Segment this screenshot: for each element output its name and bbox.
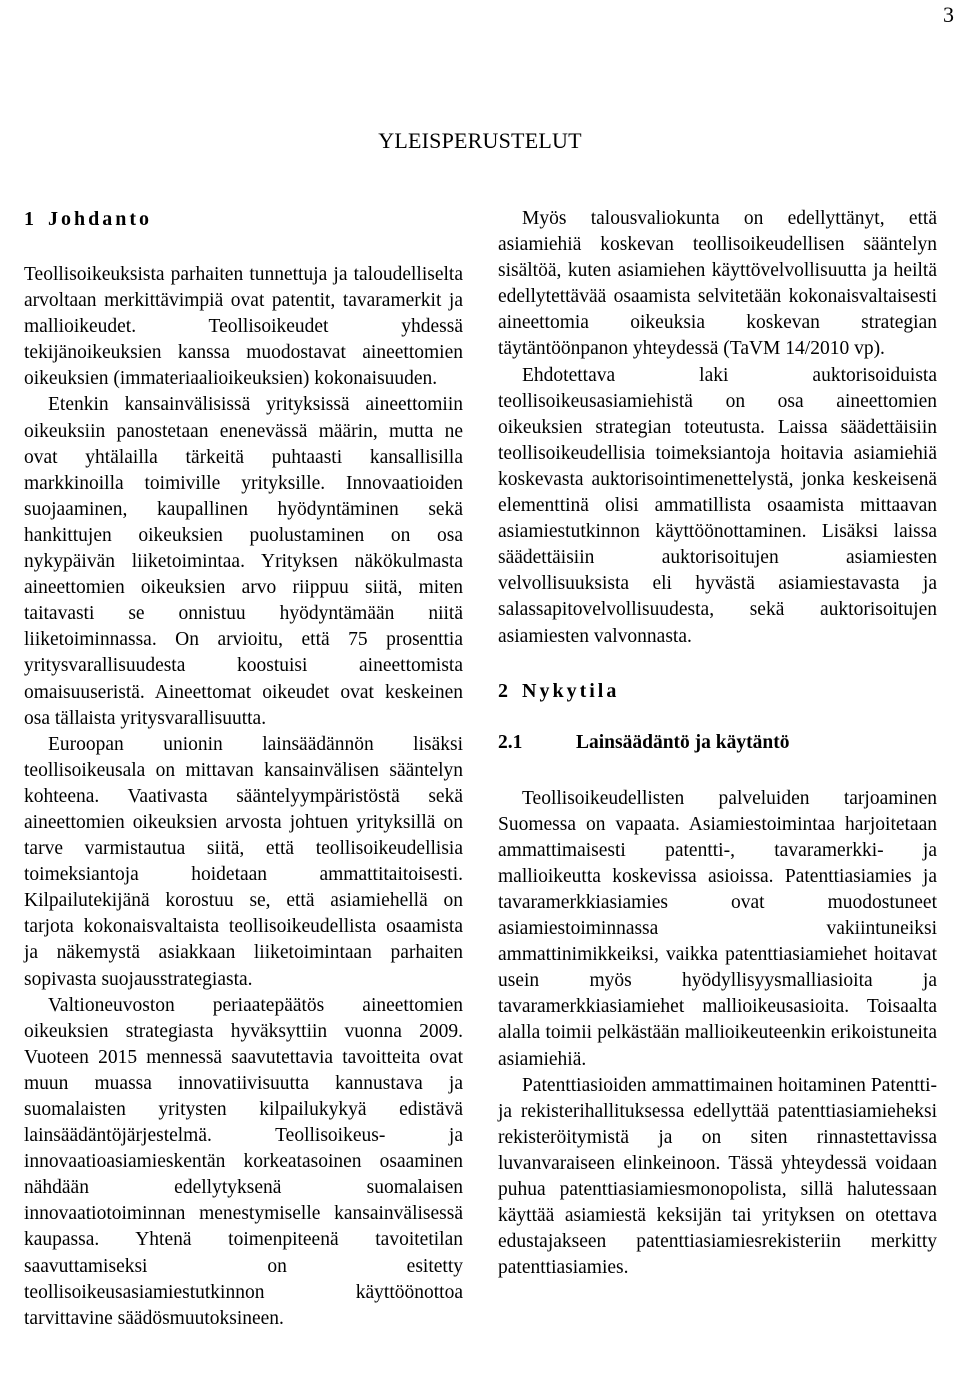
paragraph-proposal: Ehdotettava laki auktorisoiduista teollisoikeusasiamiehistä on osa aineettomien oikeuksien strategian toteutusta. Laissa säädettäisiin teollisoikeudellisia toimeksiantoja hoitavia asiamiehiä koskevasta auktorisointimenettelystä, jonka keskeisenä elementtinä olisi ammatillista osaamista mittaavan asiamiestutkinnon käyttöönottaminen. Lisäksi laissa säädettäisiin auktorisoitujen asiamiesten velvollisuuksista eli hyvästä asiamiestavasta ja salassapitovelvollisuudesta, sekä auktorisoitujen asiamiesten valvonnasta. [498,364,937,647]
section-2-heading [498,678,937,704]
paragraph-eu: Euroopan unionin lainsäädännön lisäksi teollisoikeusala on mittavan kansainvälisen sääntelyn kohteena. Vaativasta sääntelyympäristöstä sekä aineettomien oikeuksien arvosta johtuen yrityksillä on tarve varmistautua siitä, että teollisoikeudellisia toimeksiantoja hoidetaan ammattitaitoisesti. Kilpailutekijänä korostuu se, että asiamiehellä on tarjota kokonaisvaltaista teollisoikeudellista osaamista ja näkemystä asiakkaan liiketoimintaan parhaiten sopivasta suojausstrategiasta. [24,733,463,990]
paragraph-committee: Myös talousvaliokunta on edellyttänyt, että asiamiehiä koskevan teollisoikeudellisen sääntelyn sisältöä, kuten asiamiehen käyttövelvollisuutta ja heiltä edellytettävää osaamista selvitetään kokonaisvaltaisesti aineettomia oikeuksia koskevan strategian täytäntöönpanon yhteydessä (TaVM 14/2010 vp). [498,208,937,360]
section-1-title: Johdanto [48,208,153,230]
paragraph-intro: Teollisoikeuksista parhaiten tunnettuja ja taloudelliselta arvoltaan merkittävimpiä ovat patentit, tavaramerkit ja mallioikeudet. Teollisoikeudet yhdessä tekijänoikeuksien kanssa muodostavat aineettomien oikeuksien (immateriaalioikeuksien) kokonaisuuden. [24,264,463,390]
section-2-number: 2 [498,679,508,702]
left-column [24,206,463,1332]
section-1-heading [24,206,463,232]
section-2-1-number: 2.1 [498,731,523,753]
right-column [498,206,937,1281]
page-number: 3 [943,2,954,27]
section-2-1-heading [498,730,937,756]
section-1-number: 1 [24,208,34,230]
spacer [498,756,937,786]
page-title: YLEISPERUSTELUT [378,128,582,153]
spacer [498,704,937,730]
spacer [498,650,937,678]
paragraph-international: Etenkin kansainvälisissä yrityksissä aineettomiin oikeuksiin panostetaan enenevässä määrin, mutta ne ovat yhtälailla tärkeitä puhtaasti kansallisilla markkinoilla toimiville yrityksille. Innovaatioiden suojaaminen, kaupallinen hyödyntäminen sekä hankittujen oikeuksien puolustaminen on osa nykypäivän liiketoimintaa. Yrityksen näkökulmasta aineettomien oikeuksien arvo riippuu siitä, miten taitavasti se onnistuu hyödyntämään niitä liiketoiminnassa. On arvioitu, että 75 prosenttia yritysvarallisuudesta koostuisi aineettomista omaisuuseristä. Aineettomat oikeudet ovat keskeinen osa tällaista yritysvarallisuutta. [24,394,463,729]
spacer [24,232,463,262]
paragraph-strategy: Valtioneuvoston periaatepäätös aineettomien oikeuksien strategiasta hyväksyttiin vuonna 2009. Vuoteen 2015 mennessä saavutettavia tavoitteita ovat muun muassa innovatiivisuutta kannustava ja suomalaisten yritysten kilpailukykyä edistävä lainsäädäntöjärjestelmä. Teollisoikeus- ja innovaatioasiamieskentän korkeatasoinen osaaminen nähdään edellytyksenä suomalaisen innovaatiotoiminnan menestymiselle kansainvälisessä kaupassa. Yhtenä toimenpiteenä tavoitetilan saavuttamiseksi on esitetty teollisoikeusasiamiestutkinnon käyttöönottoa tarvittavine säädösmuutoksineen. [24,994,463,1329]
paragraph-patent-monopoly: Patenttiasioiden ammattimainen hoitaminen Patentti- ja rekisterihallituksessa edellyttää patenttiasiamieheksi rekisteröitymistä ja on siten rinnastettavissa luvanvaraiseen elinkeinoon. Tässä yhteydessä voidaan puhua patenttiasiamiesmonopolista, sillä halutessaan käyttää asiamiestä keksijän tai yrityksen on otettava edustajakseen patenttiasiamiesrekisteriin merkitty patenttiasiamies. [498,1074,937,1279]
section-2-title: Nykytila [522,679,620,702]
section-2-1-title: Lainsäädäntö ja käytäntö [576,731,790,753]
paragraph-services: Teollisoikeudellisten palveluiden tarjoaminen Suomessa on vapaata. Asiamiestoimintaa harjoitetaan ammattimaisesti patentti-, tavaramerkki- ja mallioikeutta koskevissa asioissa. Patenttiasiamies ja tavaramerkkiasiamies ovat muodostuneet asiamiestoiminnassa vakiintuneiksi ammattinimikkeiksi, vaikka patenttiasiamiehet hoitavat usein myös hyödyllisyysmalliasioita ja tavaramerkkiasiamiehet mallioikeusasioita. Toisaalta alalla toimii pelkästään mallioikeuteenkin erikoistuneita asiamiehiä. [498,787,937,1070]
